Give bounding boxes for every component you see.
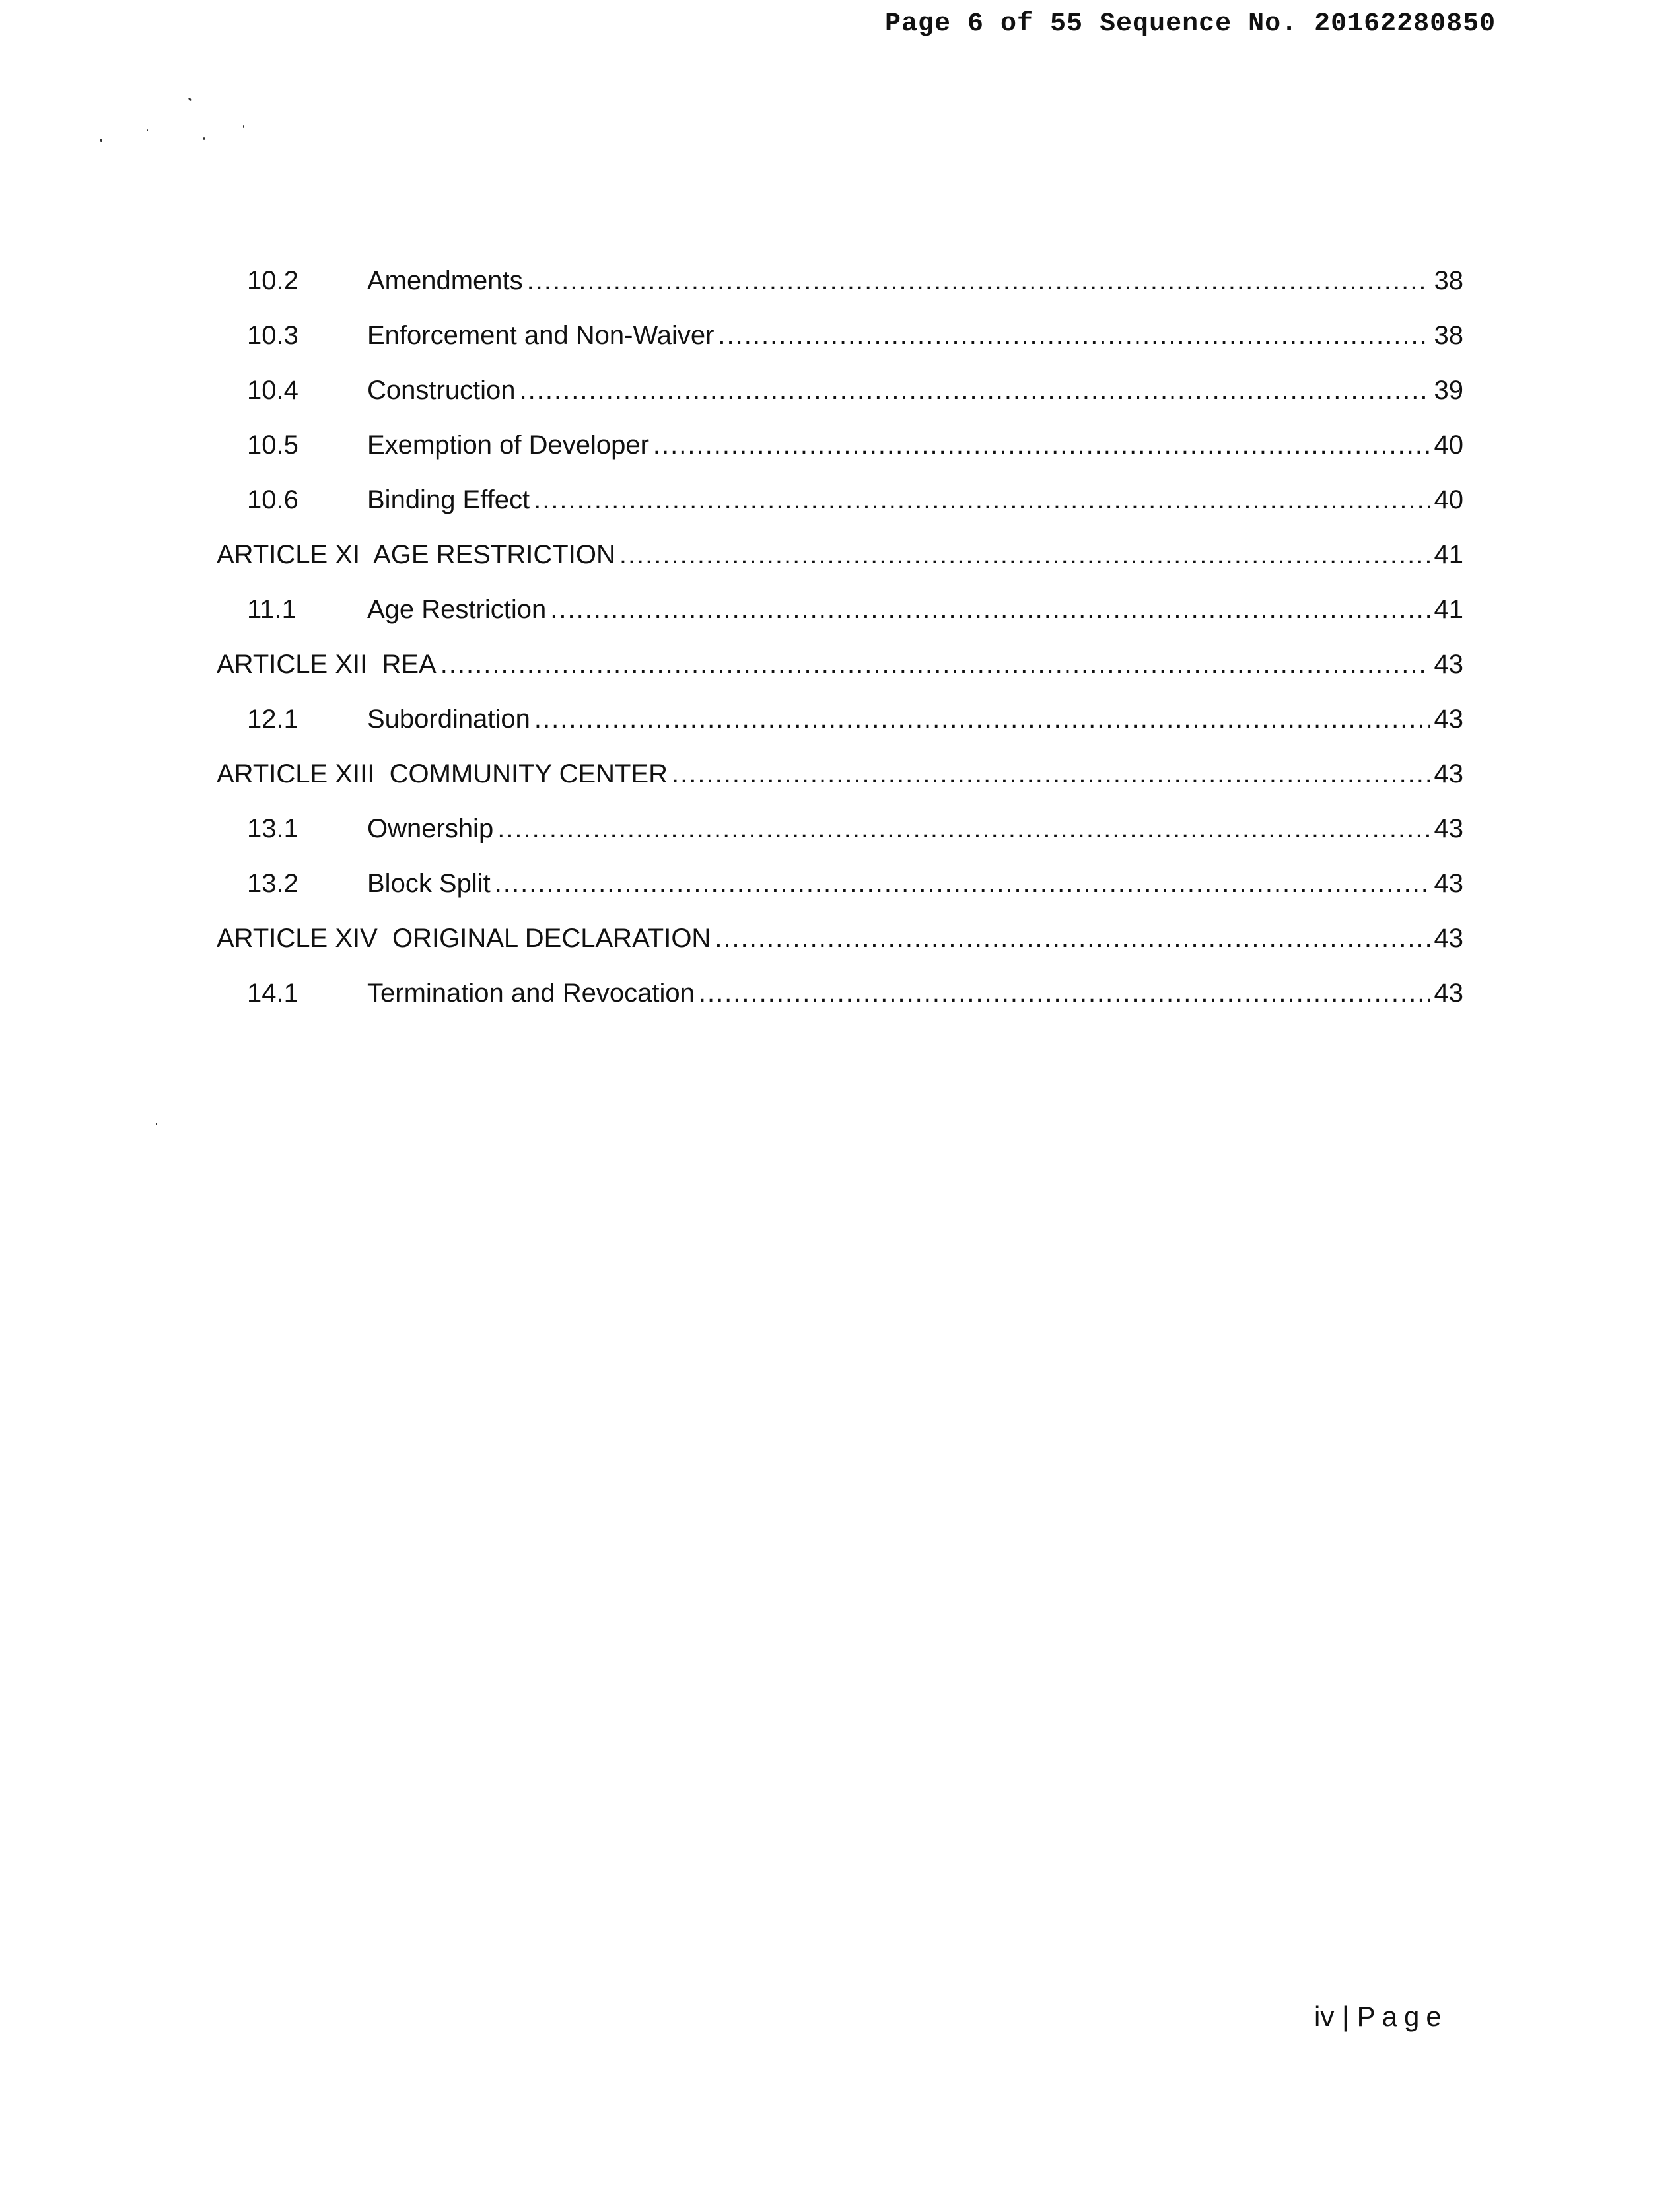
toc-dot-leader [672, 758, 1430, 790]
toc-entry [217, 406, 1463, 461]
scan-speck [100, 139, 102, 142]
toc-entry-title: Ownership [367, 814, 494, 843]
page-footer [1314, 2001, 1448, 2033]
toc-entry-page: 43 [1434, 869, 1463, 898]
toc-entry-title: Subordination [367, 705, 530, 734]
toc-dot-leader [715, 922, 1430, 954]
toc-entry-page: 40 [1434, 485, 1463, 514]
toc-dot-leader [497, 813, 1430, 845]
toc-entry-number: 11.1 [247, 595, 297, 624]
toc-entry-page: 41 [1434, 595, 1463, 624]
toc-entry [217, 845, 1463, 899]
toc-article-title: ARTICLE XII REA [217, 650, 437, 679]
toc-article-entry [217, 735, 1463, 790]
toc-article-title: ARTICLE XIII COMMUNITY CENTER [217, 759, 668, 788]
toc-entry-title: Age Restriction [367, 595, 547, 624]
toc-dot-leader [699, 977, 1430, 1009]
scan-speck [156, 1123, 157, 1125]
toc-entry [217, 954, 1463, 1009]
toc-entry [217, 296, 1463, 351]
toc-entry-page: 38 [1434, 266, 1463, 295]
toc-entry [217, 790, 1463, 845]
toc-dot-leader [619, 539, 1430, 571]
toc-dot-leader [534, 703, 1430, 735]
toc-article-entry [217, 516, 1463, 571]
toc-entry-page: 38 [1434, 321, 1463, 350]
toc-article-entry [217, 625, 1463, 680]
toc-entry-page: 39 [1434, 376, 1463, 405]
toc-article-entry [217, 899, 1463, 954]
toc-dot-leader [718, 320, 1430, 351]
toc-dot-leader [653, 429, 1430, 461]
toc-entry [217, 461, 1463, 516]
toc-dot-leader [527, 265, 1430, 296]
toc-dot-leader [520, 374, 1430, 406]
toc-entry-page: 43 [1434, 705, 1463, 734]
toc-entry-page: 43 [1434, 814, 1463, 843]
toc-entry-page: 43 [1434, 759, 1463, 788]
toc-entry-number: 12.1 [247, 705, 298, 734]
toc-dot-leader [534, 484, 1430, 516]
scan-speck [243, 125, 244, 128]
toc-entry-number: 10.3 [247, 321, 298, 350]
toc-article-title: ARTICLE XIV ORIGINAL DECLARATION [217, 924, 711, 953]
toc-entry-number: 10.2 [247, 266, 298, 295]
toc-entry-title: Block Split [367, 869, 491, 898]
toc-entry [217, 571, 1463, 625]
toc-entry [217, 242, 1463, 296]
toc-entry-title: Amendments [367, 266, 523, 295]
scan-speck [188, 98, 192, 102]
toc-dot-leader [495, 868, 1430, 899]
toc-entry [217, 351, 1463, 406]
toc-entry-page: 43 [1434, 650, 1463, 679]
toc-entry-title: Binding Effect [367, 485, 530, 514]
toc-entry-number: 10.5 [247, 431, 298, 460]
toc-entry-title: Termination and Revocation [367, 979, 695, 1008]
toc-entry [217, 680, 1463, 735]
toc-entry-title: Construction [367, 376, 516, 405]
toc-entry-number: 13.1 [247, 814, 298, 843]
footer-separator: | [1342, 2001, 1349, 2032]
toc-entry-page: 43 [1434, 979, 1463, 1008]
scan-speck [203, 137, 205, 140]
toc-entry-page: 43 [1434, 924, 1463, 953]
toc-entry-number: 13.2 [247, 869, 298, 898]
table-of-contents [217, 242, 1463, 1009]
toc-entry-title: Enforcement and Non-Waiver [367, 321, 715, 350]
toc-entry-number: 10.4 [247, 376, 298, 405]
footer-page-number: iv [1314, 2001, 1335, 2032]
page-sequence-stamp: Page 6 of 55 Sequence No. 20162280850 [885, 9, 1496, 39]
toc-entry-number: 14.1 [247, 979, 298, 1008]
toc-dot-leader [550, 594, 1430, 625]
toc-entry-page: 41 [1434, 540, 1463, 569]
toc-article-title: ARTICLE XI AGE RESTRICTION [217, 540, 615, 569]
toc-entry-number: 10.6 [247, 485, 298, 514]
toc-dot-leader [440, 648, 1430, 680]
toc-entry-title: Exemption of Developer [367, 431, 649, 460]
footer-page-word: Page [1356, 2001, 1448, 2032]
scan-speck [147, 129, 148, 131]
toc-entry-page: 40 [1434, 431, 1463, 460]
